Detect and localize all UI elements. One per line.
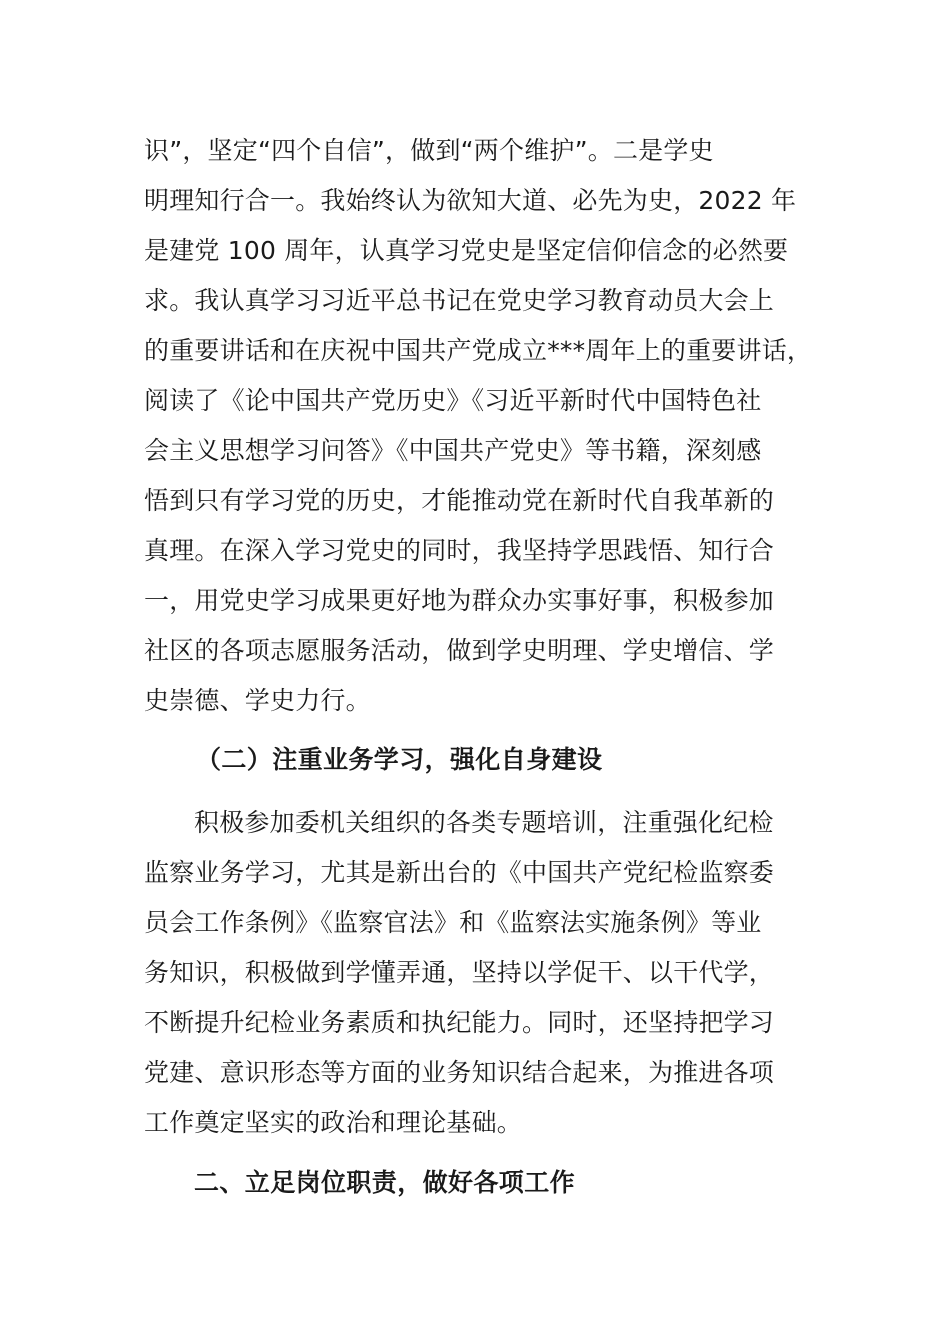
text-line: 明理知行合一。我始终认为欲知大道、必先为史，2022 年 [144,186,797,215]
text-line: 员会工作条例》《监察官法》和《监察法实施条例》等业 [144,908,762,937]
text-line: 史崇德、学史力行。 [144,686,371,715]
text-line: 识”，坚定“四个自信”，做到“两个维护”。二是学史 [144,136,714,165]
section-heading: （二）注重业务学习，强化自身建设 [196,745,603,774]
text-line: 工作奠定坚实的政治和理论基础。 [144,1108,523,1137]
text-line: 悟到只有学习党的历史，才能推动党在新时代自我革新的 [144,486,775,515]
text-line: 是建党 100 周年，认真学习党史是坚定信仰信念的必然要 [144,236,789,265]
text-line: 监察业务学习，尤其是新出台的《中国共产党纪检监察委 [144,858,775,887]
text-line: 阅读了《论中国共产党历史》《习近平新时代中国特色社 [144,386,762,415]
text-line: 积极参加委机关组织的各类专题培训，注重强化纪检 [194,808,774,837]
text-line: 社区的各项志愿服务活动，做到学史明理、学史增信、学 [144,636,775,665]
text-line: 一，用党史学习成果更好地为群众办实事好事，积极参加 [144,586,775,615]
text-line: 求。我认真学习习近平总书记在党史学习教育动员大会上 [144,286,775,315]
chapter-heading: 二、立足岗位职责，做好各项工作 [194,1168,576,1197]
text-line: 党建、意识形态等方面的业务知识结合起来，为推进各项 [144,1058,775,1087]
text-line: 不断提升纪检业务素质和执纪能力。同时，还坚持把学习 [144,1008,775,1037]
text-line: 会主义思想学习问答》《中国共产党史》等书籍，深刻感 [144,436,762,465]
text-line: 的重要讲话和在庆祝中国共产党成立***周年上的重要讲话， [144,336,813,365]
text-line: 真理。在深入学习党史的同时，我坚持学思践悟、知行合 [144,536,775,565]
text-line: 务知识，积极做到学懂弄通，坚持以学促干、以干代学， [144,958,775,987]
